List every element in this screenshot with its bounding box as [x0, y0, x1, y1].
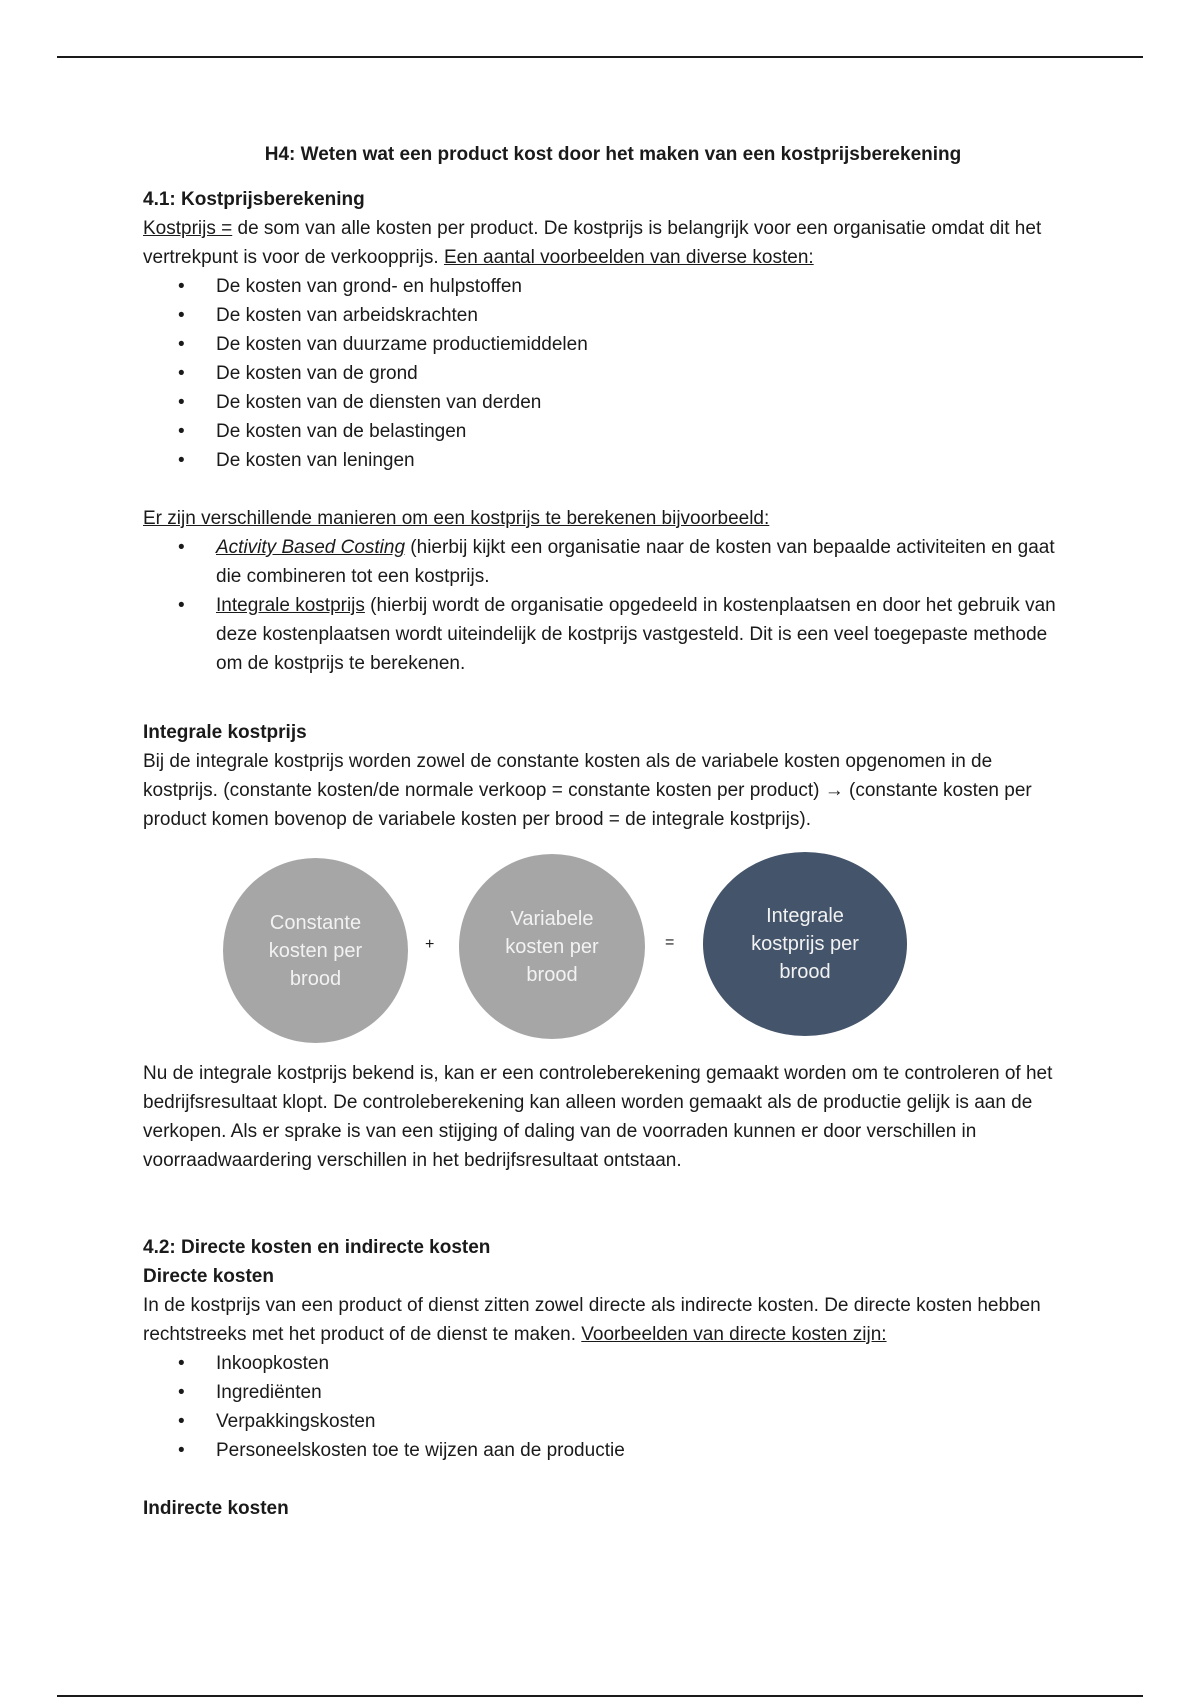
method-term-abc: Activity Based Costing [216, 537, 406, 558]
equals-sign: = [665, 934, 675, 951]
list-item [143, 533, 1063, 591]
list-item: • Ingrediënten [143, 1378, 1063, 1407]
definition-term: Kostprijs = [143, 218, 233, 239]
list-item: • Inkoopkosten [143, 1349, 1063, 1378]
indirect-costs-heading: Indirecte kosten [143, 1498, 289, 1519]
bottom-rule [57, 1695, 1143, 1697]
method-text-abc: (hierbij kijkt een organisatie naar de kosten van bepaalde activiteiten en gaat die combineren tot een kostprijs. [216, 537, 1055, 587]
list-item: • De kosten van leningen [143, 446, 1063, 475]
bullet-icon: • [178, 537, 185, 558]
methods-list [143, 533, 1063, 678]
list-item: • De kosten van grond- en hulpstoffen [143, 272, 1063, 301]
method-term-integral: Integrale kostprijs [216, 595, 365, 616]
direct-costs-heading: Directe kosten [143, 1266, 274, 1287]
definition-paragraph [143, 214, 1063, 272]
direct-costs-list [143, 1349, 1063, 1465]
list-item: • Personeelskosten toe te wijzen aan de productie [143, 1436, 1063, 1465]
integral-heading: Integrale kostprijs [143, 722, 307, 743]
direct-examples-intro: Voorbeelden van directe kosten zijn: [581, 1324, 887, 1345]
bullet-icon: • [178, 450, 185, 471]
plus-sign: + [425, 936, 435, 953]
bullet-icon: • [178, 1382, 185, 1403]
examples-intro: Een aantal voorbeelden van diverse kosten: [443, 247, 814, 268]
list-item: • De kosten van de grond [143, 359, 1063, 388]
list-item: • De kosten van de belastingen [143, 417, 1063, 446]
bullet-icon: • [178, 334, 185, 355]
list-item [143, 591, 1063, 678]
list-item: • Verpakkingskosten [143, 1407, 1063, 1436]
bullet-icon: • [178, 363, 185, 384]
spacer [143, 475, 1063, 504]
bullet-icon: • [178, 276, 185, 297]
spacer [143, 1175, 1063, 1233]
bullet-icon: • [178, 1440, 185, 1461]
list-item: • De kosten van arbeidskrachten [143, 301, 1063, 330]
integral-cost-circle: Integrale kostprijs per brood [703, 852, 907, 1036]
cost-formula-diagram [143, 844, 1063, 1049]
bullet-icon: • [178, 305, 185, 326]
spacer [143, 678, 1063, 718]
top-rule [57, 56, 1143, 58]
list-item: • De kosten van duurzame productiemiddelen [143, 330, 1063, 359]
variable-costs-circle: Variabele kosten per brood [459, 854, 645, 1039]
list-item: • De kosten van de diensten van derden [143, 388, 1063, 417]
document-body [143, 140, 1063, 1523]
cost-examples-list [143, 272, 1063, 475]
bullet-icon: • [178, 1411, 185, 1432]
bullet-icon: • [178, 421, 185, 442]
document-title: H4: Weten wat een product kost door het maken van een kostprijsberekening [264, 144, 962, 165]
method-text-integral: (hierbij wordt de organisatie opgedeeld in kostenplaatsen en door het gebruik van deze kostenplaatsen wordt uiteindelijk de kostprijs vastgesteld. Dit is een veel toegepaste methode om de kostprijs te berekenen. [216, 595, 1056, 674]
spacer [143, 1465, 1063, 1494]
bullet-icon: • [178, 392, 185, 413]
constant-costs-circle: Constante kosten per brood [223, 858, 408, 1043]
section-heading-4-2: 4.2: Directe kosten en indirecte kosten [143, 1237, 491, 1258]
section-heading-4-1: 4.1: Kostprijsberekening [143, 189, 365, 210]
control-calculation-paragraph: Nu de integrale kostprijs bekend is, kan er een controleberekening gemaakt worden om te controleren of het bedrijfsresultaat klopt. De controleberekening kan alleen worden gemaakt als de productie gelijk is aan de verkopen. Als er sprake is van een stijging of daling van de voorraden kunnen er door verschillen in voorraadwaardering verschillen in het bedrijfsresultaat ontstaan. [143, 1063, 1053, 1171]
integral-paragraph: Bij de integrale kostprijs worden zowel de constante kosten als de variabele kosten opgenomen in de kostprijs. (constante kosten/de normale verkoop = constante kosten per product) → (constante kosten per product komen bovenop de variabele kosten per brood = de integrale kostprijs). [143, 751, 1032, 830]
bullet-icon: • [178, 1353, 185, 1374]
definition-text: de som van alle kosten per product. De kostprijs is belangrijk voor een organisatie omdat dit het vertrekpunt is voor de verkoopprijs. [143, 218, 1042, 268]
bullet-icon: • [178, 595, 185, 616]
direct-costs-paragraph: In de kostprijs van een product of dienst zitten zowel directe als indirecte kosten. De directe kosten hebben rechtstreeks met het product of de dienst te maken. Voorbeelden van directe kosten zijn: [143, 1295, 1041, 1345]
methods-intro: Er zijn verschillende manieren om een kostprijs te berekenen bijvoorbeeld: [143, 508, 770, 529]
